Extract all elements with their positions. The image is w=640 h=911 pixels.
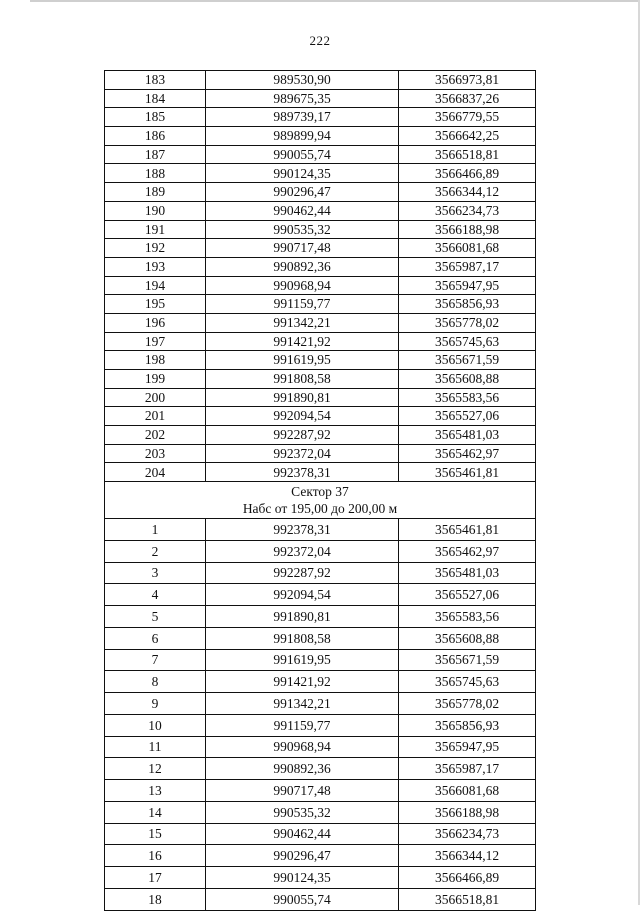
x-coordinate-cell: 989530,90 bbox=[206, 71, 399, 90]
point-number-cell: 198 bbox=[105, 351, 206, 370]
point-number-cell: 197 bbox=[105, 332, 206, 351]
table-row bbox=[105, 183, 536, 202]
table-row bbox=[105, 295, 536, 314]
table-row bbox=[105, 108, 536, 127]
y-coordinate-cell: 3566344,12 bbox=[399, 183, 536, 202]
y-coordinate-cell: 3565461,81 bbox=[399, 463, 536, 482]
y-coordinate-cell: 3566344,12 bbox=[399, 845, 536, 867]
y-coordinate-cell: 3565671,59 bbox=[399, 649, 536, 671]
x-coordinate-cell: 992287,92 bbox=[206, 426, 399, 445]
table-row bbox=[105, 671, 536, 693]
sector-header-cell bbox=[105, 482, 536, 519]
point-number-cell: 201 bbox=[105, 407, 206, 426]
y-coordinate-cell: 3566081,68 bbox=[399, 239, 536, 258]
point-number-cell: 188 bbox=[105, 164, 206, 183]
table-row bbox=[105, 332, 536, 351]
point-number-cell: 196 bbox=[105, 313, 206, 332]
y-coordinate-cell: 3566518,81 bbox=[399, 888, 536, 910]
table-row bbox=[105, 313, 536, 332]
y-coordinate-cell: 3565745,63 bbox=[399, 332, 536, 351]
page-edge-top bbox=[30, 0, 640, 2]
point-number-cell: 4 bbox=[105, 584, 206, 606]
y-coordinate-cell: 3565947,95 bbox=[399, 736, 536, 758]
page-number: 222 bbox=[309, 33, 331, 48]
y-coordinate-cell: 3565745,63 bbox=[399, 671, 536, 693]
point-number-cell: 18 bbox=[105, 888, 206, 910]
x-coordinate-cell: 990296,47 bbox=[206, 183, 399, 202]
table-row bbox=[105, 89, 536, 108]
point-number-cell: 200 bbox=[105, 388, 206, 407]
table-row bbox=[105, 463, 536, 482]
sector-subtitle: Набс от 195,00 до 200,00 м bbox=[242, 501, 398, 517]
y-coordinate-cell: 3565481,03 bbox=[399, 426, 536, 445]
y-coordinate-cell: 3565462,97 bbox=[399, 444, 536, 463]
point-number-cell: 204 bbox=[105, 463, 206, 482]
y-coordinate-cell: 3565947,95 bbox=[399, 276, 536, 295]
y-coordinate-cell: 3566466,89 bbox=[399, 164, 536, 183]
table-row bbox=[105, 407, 536, 426]
table-row bbox=[105, 540, 536, 562]
point-number-cell: 5 bbox=[105, 606, 206, 628]
point-number-cell: 10 bbox=[105, 714, 206, 736]
point-number-cell: 183 bbox=[105, 71, 206, 90]
point-number-cell: 17 bbox=[105, 867, 206, 889]
y-coordinate-cell: 3565987,17 bbox=[399, 257, 536, 276]
point-number-cell: 193 bbox=[105, 257, 206, 276]
x-coordinate-cell: 992378,31 bbox=[206, 519, 399, 541]
table-row bbox=[105, 388, 536, 407]
point-number-cell: 186 bbox=[105, 127, 206, 146]
point-number-cell: 13 bbox=[105, 780, 206, 802]
y-coordinate-cell: 3565856,93 bbox=[399, 295, 536, 314]
table-row bbox=[105, 823, 536, 845]
x-coordinate-cell: 990462,44 bbox=[206, 201, 399, 220]
point-number-cell: 9 bbox=[105, 693, 206, 715]
table-row bbox=[105, 649, 536, 671]
y-coordinate-cell: 3566973,81 bbox=[399, 71, 536, 90]
point-number-cell: 7 bbox=[105, 649, 206, 671]
point-number-cell: 203 bbox=[105, 444, 206, 463]
y-coordinate-cell: 3566466,89 bbox=[399, 867, 536, 889]
y-coordinate-cell: 3565527,06 bbox=[399, 584, 536, 606]
y-coordinate-cell: 3566234,73 bbox=[399, 823, 536, 845]
y-coordinate-cell: 3566234,73 bbox=[399, 201, 536, 220]
x-coordinate-cell: 989675,35 bbox=[206, 89, 399, 108]
x-coordinate-cell: 989739,17 bbox=[206, 108, 399, 127]
y-coordinate-cell: 3566518,81 bbox=[399, 145, 536, 164]
x-coordinate-cell: 990892,36 bbox=[206, 257, 399, 276]
y-coordinate-cell: 3566642,25 bbox=[399, 127, 536, 146]
x-coordinate-cell: 991342,21 bbox=[206, 313, 399, 332]
point-number-cell: 8 bbox=[105, 671, 206, 693]
y-coordinate-cell: 3566837,26 bbox=[399, 89, 536, 108]
point-number-cell: 187 bbox=[105, 145, 206, 164]
y-coordinate-cell: 3565987,17 bbox=[399, 758, 536, 780]
coordinates-table bbox=[104, 70, 536, 911]
point-number-cell: 195 bbox=[105, 295, 206, 314]
x-coordinate-cell: 990717,48 bbox=[206, 239, 399, 258]
y-coordinate-cell: 3566081,68 bbox=[399, 780, 536, 802]
x-coordinate-cell: 992378,31 bbox=[206, 463, 399, 482]
table-row bbox=[105, 736, 536, 758]
sector-title: Сектор 37 bbox=[291, 484, 349, 500]
sector-header bbox=[105, 482, 536, 519]
x-coordinate-cell: 990124,35 bbox=[206, 867, 399, 889]
y-coordinate-cell: 3565608,88 bbox=[399, 370, 536, 389]
point-number-cell: 3 bbox=[105, 562, 206, 584]
y-coordinate-cell: 3565608,88 bbox=[399, 627, 536, 649]
table-row bbox=[105, 714, 536, 736]
x-coordinate-cell: 991890,81 bbox=[206, 388, 399, 407]
x-coordinate-cell: 990968,94 bbox=[206, 736, 399, 758]
x-coordinate-cell: 990124,35 bbox=[206, 164, 399, 183]
x-coordinate-cell: 990462,44 bbox=[206, 823, 399, 845]
y-coordinate-cell: 3565778,02 bbox=[399, 693, 536, 715]
x-coordinate-cell: 991619,95 bbox=[206, 351, 399, 370]
table-row bbox=[105, 519, 536, 541]
table-row bbox=[105, 370, 536, 389]
x-coordinate-cell: 992372,04 bbox=[206, 444, 399, 463]
table-row bbox=[105, 693, 536, 715]
table-row bbox=[105, 780, 536, 802]
coordinates-table-part1 bbox=[105, 71, 536, 482]
table-row bbox=[105, 845, 536, 867]
x-coordinate-cell: 990055,74 bbox=[206, 145, 399, 164]
table-row bbox=[105, 127, 536, 146]
y-coordinate-cell: 3566188,98 bbox=[399, 220, 536, 239]
table-row bbox=[105, 239, 536, 258]
table-row bbox=[105, 801, 536, 823]
point-number-cell: 192 bbox=[105, 239, 206, 258]
y-coordinate-cell: 3565856,93 bbox=[399, 714, 536, 736]
table-row bbox=[105, 351, 536, 370]
point-number-cell: 199 bbox=[105, 370, 206, 389]
point-number-cell: 11 bbox=[105, 736, 206, 758]
point-number-cell: 184 bbox=[105, 89, 206, 108]
point-number-cell: 191 bbox=[105, 220, 206, 239]
x-coordinate-cell: 992287,92 bbox=[206, 562, 399, 584]
table-row bbox=[105, 562, 536, 584]
point-number-cell: 16 bbox=[105, 845, 206, 867]
point-number-cell: 194 bbox=[105, 276, 206, 295]
table-row bbox=[105, 276, 536, 295]
x-coordinate-cell: 992372,04 bbox=[206, 540, 399, 562]
x-coordinate-cell: 990535,32 bbox=[206, 801, 399, 823]
table-row bbox=[105, 584, 536, 606]
x-coordinate-cell: 991619,95 bbox=[206, 649, 399, 671]
y-coordinate-cell: 3565462,97 bbox=[399, 540, 536, 562]
x-coordinate-cell: 990296,47 bbox=[206, 845, 399, 867]
x-coordinate-cell: 991421,92 bbox=[206, 332, 399, 351]
table-row bbox=[105, 426, 536, 445]
y-coordinate-cell: 3565671,59 bbox=[399, 351, 536, 370]
x-coordinate-cell: 992094,54 bbox=[206, 407, 399, 426]
x-coordinate-cell: 990717,48 bbox=[206, 780, 399, 802]
x-coordinate-cell: 990535,32 bbox=[206, 220, 399, 239]
table-row bbox=[105, 71, 536, 90]
y-coordinate-cell: 3565583,56 bbox=[399, 606, 536, 628]
y-coordinate-cell: 3565778,02 bbox=[399, 313, 536, 332]
y-coordinate-cell: 3566188,98 bbox=[399, 801, 536, 823]
x-coordinate-cell: 990968,94 bbox=[206, 276, 399, 295]
x-coordinate-cell: 990892,36 bbox=[206, 758, 399, 780]
table-row bbox=[105, 164, 536, 183]
y-coordinate-cell: 3565583,56 bbox=[399, 388, 536, 407]
point-number-cell: 189 bbox=[105, 183, 206, 202]
table-row bbox=[105, 444, 536, 463]
table-row bbox=[105, 867, 536, 889]
y-coordinate-cell: 3565481,03 bbox=[399, 562, 536, 584]
x-coordinate-cell: 991808,58 bbox=[206, 627, 399, 649]
table-row bbox=[105, 257, 536, 276]
point-number-cell: 202 bbox=[105, 426, 206, 445]
point-number-cell: 12 bbox=[105, 758, 206, 780]
x-coordinate-cell: 989899,94 bbox=[206, 127, 399, 146]
x-coordinate-cell: 992094,54 bbox=[206, 584, 399, 606]
sector-header-row bbox=[105, 482, 536, 519]
x-coordinate-cell: 991890,81 bbox=[206, 606, 399, 628]
point-number-cell: 14 bbox=[105, 801, 206, 823]
y-coordinate-cell: 3565527,06 bbox=[399, 407, 536, 426]
x-coordinate-cell: 990055,74 bbox=[206, 888, 399, 910]
coordinates-table-part2 bbox=[105, 519, 536, 911]
x-coordinate-cell: 991159,77 bbox=[206, 714, 399, 736]
point-number-cell: 190 bbox=[105, 201, 206, 220]
table-row bbox=[105, 627, 536, 649]
x-coordinate-cell: 991808,58 bbox=[206, 370, 399, 389]
table-row bbox=[105, 606, 536, 628]
y-coordinate-cell: 3566779,55 bbox=[399, 108, 536, 127]
point-number-cell: 185 bbox=[105, 108, 206, 127]
x-coordinate-cell: 991421,92 bbox=[206, 671, 399, 693]
y-coordinate-cell: 3565461,81 bbox=[399, 519, 536, 541]
table-row bbox=[105, 220, 536, 239]
point-number-cell: 6 bbox=[105, 627, 206, 649]
table-row bbox=[105, 758, 536, 780]
point-number-cell: 15 bbox=[105, 823, 206, 845]
x-coordinate-cell: 991342,21 bbox=[206, 693, 399, 715]
table-row bbox=[105, 888, 536, 910]
table-row bbox=[105, 145, 536, 164]
table-row bbox=[105, 201, 536, 220]
point-number-cell: 2 bbox=[105, 540, 206, 562]
x-coordinate-cell: 991159,77 bbox=[206, 295, 399, 314]
point-number-cell: 1 bbox=[105, 519, 206, 541]
